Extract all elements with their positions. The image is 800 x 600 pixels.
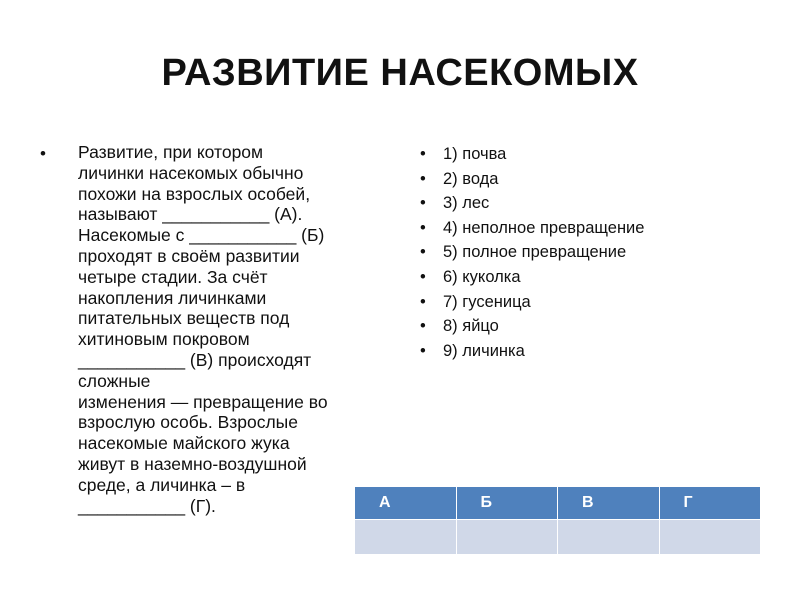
task-line: взрослую особь. Взрослые <box>78 412 298 433</box>
bullet-icon: • <box>420 169 426 188</box>
task-line: питательных веществ под <box>78 308 290 329</box>
option-item <box>420 142 780 167</box>
option-item <box>420 191 780 216</box>
answer-header-b: Б <box>456 487 558 520</box>
option-label: 6) куколка <box>443 267 521 286</box>
answer-header-g: Г <box>659 487 761 520</box>
options-list <box>420 142 780 363</box>
option-item <box>420 314 780 339</box>
option-item <box>420 339 780 364</box>
task-line: личинки насекомых обычно <box>78 162 304 183</box>
task-line: сложные <box>78 370 151 391</box>
task-line: накопления личинками <box>78 287 267 308</box>
option-label: 5) полное превращение <box>443 243 627 262</box>
task-line: четыре стадии. За счёт <box>78 266 268 287</box>
option-item <box>420 216 780 241</box>
bullet-icon: • <box>420 267 426 286</box>
task-line: живут в наземно-воздушной <box>78 453 307 474</box>
task-line: насекомые майского жука <box>78 433 290 454</box>
option-item <box>420 240 780 265</box>
option-label: 4) неполное превращение <box>443 218 645 237</box>
option-item <box>420 290 780 315</box>
bullet-icon: • <box>420 317 426 336</box>
task-text-block <box>40 142 390 516</box>
task-line: похожи на взрослых особей, <box>78 183 311 204</box>
option-label: 2) вода <box>443 169 499 188</box>
answer-cell-b[interactable] <box>456 520 558 555</box>
task-line: называют ___________ (А). <box>78 204 303 225</box>
option-label: 1) почва <box>443 145 507 163</box>
task-line: хитиновым покровом <box>78 329 250 350</box>
option-label: 9) личинка <box>443 341 525 360</box>
answer-cell-v[interactable] <box>558 520 660 555</box>
bullet-icon: • <box>40 144 46 163</box>
task-line: ___________ (В) происходят <box>78 349 312 370</box>
bullet-icon: • <box>420 292 426 311</box>
task-line: ___________ (Г). <box>78 495 216 516</box>
answer-cell-g[interactable] <box>659 520 761 555</box>
bullet-icon: • <box>420 218 426 237</box>
answer-header-v: В <box>558 487 660 520</box>
answer-cell-a[interactable] <box>355 520 457 555</box>
answer-table-row <box>355 520 761 555</box>
option-item <box>420 265 780 290</box>
task-line: проходят в своём развитии <box>78 245 300 266</box>
slide-title: РАЗВИТИЕ НАСЕКОМЫХ <box>161 52 639 94</box>
task-line: изменения — превращение во <box>78 391 328 412</box>
task-line: Развитие, при котором <box>78 142 264 162</box>
answer-table-header-row <box>355 487 761 520</box>
task-line: Насекомые с ___________ (Б) <box>78 225 325 246</box>
option-label: 7) гусеница <box>443 292 531 311</box>
option-label: 8) яйцо <box>443 317 499 336</box>
bullet-icon: • <box>420 194 426 213</box>
bullet-icon: • <box>420 341 426 360</box>
option-label: 3) лес <box>443 194 490 213</box>
task-line: среде, а личинка – в <box>78 474 246 495</box>
task-paragraph <box>78 142 390 516</box>
option-item <box>420 167 780 192</box>
bullet-icon: • <box>420 243 426 262</box>
answer-table <box>354 486 761 555</box>
answer-header-a: А <box>355 487 457 520</box>
bullet-icon: • <box>420 145 426 163</box>
